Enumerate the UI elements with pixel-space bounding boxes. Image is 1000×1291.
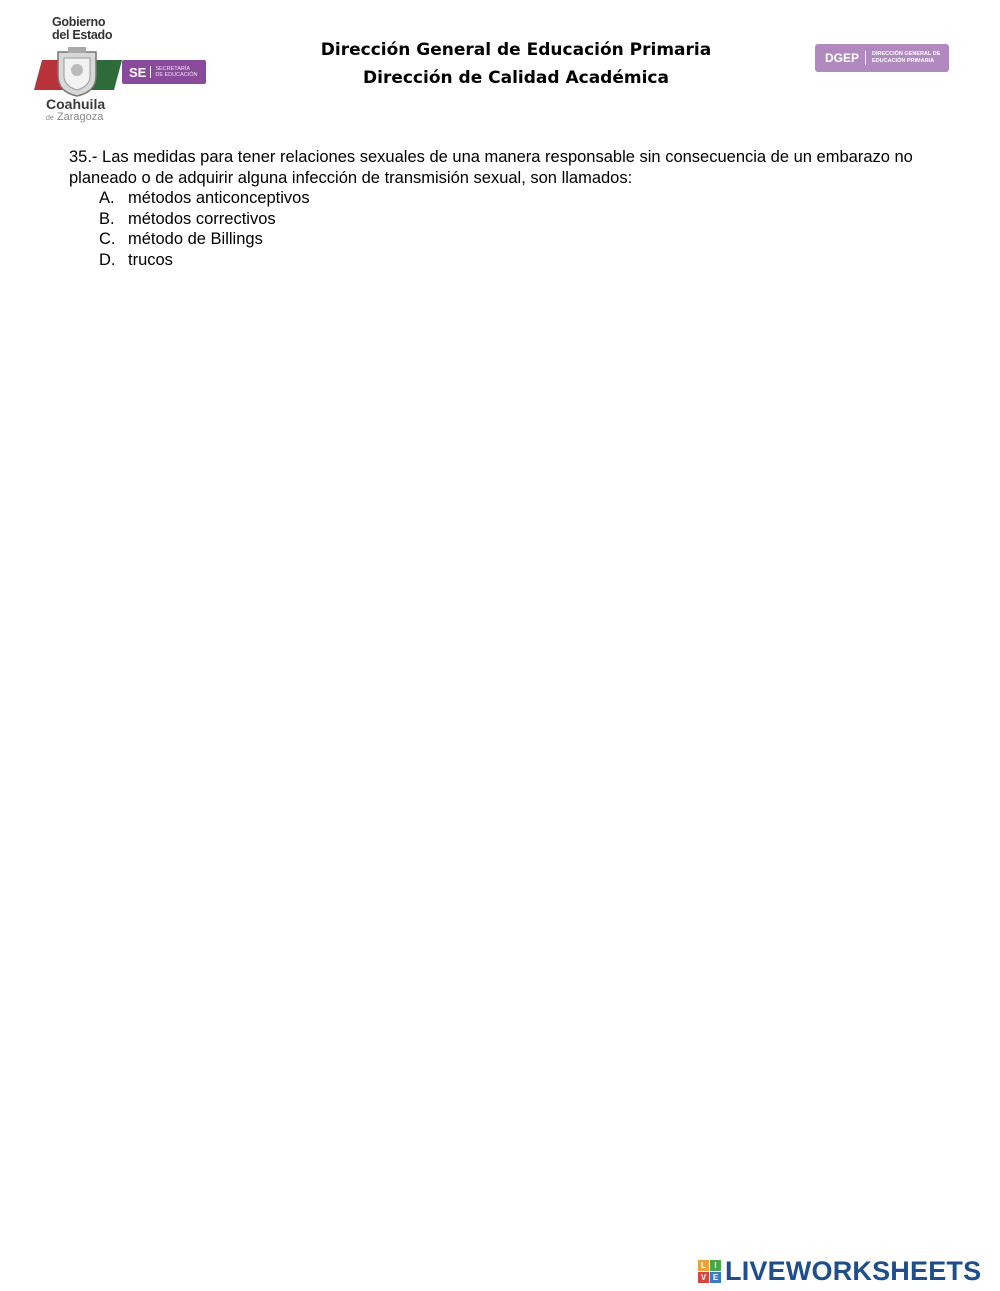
gobierno-line1: Gobierno <box>52 15 106 29</box>
dgep-subtitle <box>866 51 940 65</box>
option-b[interactable] <box>99 209 974 230</box>
option-a[interactable] <box>99 188 974 209</box>
logo-square-l: L <box>698 1260 709 1271</box>
option-d[interactable] <box>99 250 974 271</box>
answer-options <box>69 188 974 270</box>
coat-of-arms-icon <box>54 46 100 98</box>
option-text: métodos anticonceptivos <box>128 189 310 207</box>
se-letters: SE <box>129 64 147 80</box>
option-text: trucos <box>128 250 173 269</box>
state-name: Coahuila <box>46 96 106 112</box>
logo-square-e: E <box>710 1272 721 1283</box>
liveworksheets-squares-icon <box>698 1260 721 1283</box>
page-title <box>266 36 766 92</box>
logo-square-v: V <box>698 1272 709 1283</box>
coahuila-logo <box>30 10 210 130</box>
question-block <box>69 147 974 270</box>
state-suffix <box>46 111 103 123</box>
option-letter: B. <box>99 209 115 228</box>
title-line-2: Dirección de Calidad Académica <box>363 68 669 88</box>
option-text: método de Billings <box>128 230 263 248</box>
se-line2: DE EDUCACIÓN <box>155 72 198 78</box>
logo-square-i: I <box>710 1260 721 1271</box>
liveworksheets-brand: LIVEWORKSHEETS <box>725 1256 982 1286</box>
state-suffix-text: Zaragoza <box>56 111 104 123</box>
state-prefix: de <box>46 115 54 122</box>
se-subtitle <box>150 66 197 78</box>
dgep-logo <box>815 44 949 72</box>
se-line1: SECRETARÍA <box>155 66 191 72</box>
dgep-letters: DGEP <box>815 51 866 65</box>
gobierno-line2: del Estado <box>52 28 113 42</box>
liveworksheets-logo[interactable] <box>698 1256 981 1287</box>
question-text: 35.- Las medidas para tener relaciones sexuales de una manera responsable sin consecuencia de un embarazo no planeado o de adquirir alguna infección de transmisión sexual, son llamados: <box>69 148 913 187</box>
option-text: métodos correctivos <box>128 209 276 228</box>
option-c[interactable] <box>99 229 974 250</box>
dgep-line1: DIRECCIÓN GENERAL DE <box>872 51 941 57</box>
option-letter: D. <box>99 250 116 269</box>
gobierno-text <box>52 16 112 42</box>
title-line-1: Dirección General de Educación Primaria <box>320 40 712 60</box>
dgep-line2: EDUCACIÓN PRIMARIA <box>872 58 935 64</box>
option-letter: C. <box>99 230 116 248</box>
option-letter: A. <box>99 189 115 207</box>
se-badge <box>122 60 206 84</box>
